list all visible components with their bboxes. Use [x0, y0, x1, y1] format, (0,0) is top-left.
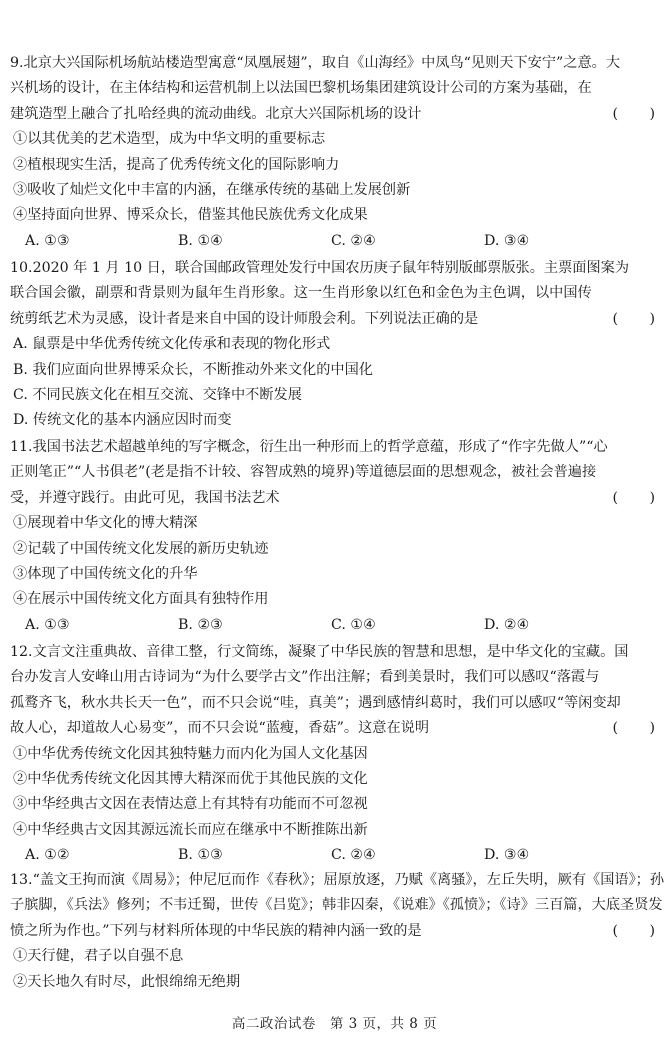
answer-blank: ( ): [612, 489, 656, 506]
answer-blank: ( ): [612, 105, 656, 122]
choice-b: B. ①③: [178, 847, 223, 864]
choice-d: D. 传统文化的基本内涵应因时而变: [13, 412, 232, 429]
choice-d: D. ②④: [484, 616, 530, 633]
choice-c: C. ①④: [331, 616, 376, 633]
statement-option: ②植根现实生活，提高了优秀传统文化的国际影响力: [13, 156, 340, 173]
choice-c: C. ②④: [331, 847, 376, 864]
answer-blank: ( ): [612, 922, 656, 939]
question-10: [10, 256, 658, 434]
question-stem-line: 兴机场的设计，在主体结构和运营机制上以法国巴黎机场集团建筑设计公司的方案为基础，在: [10, 80, 592, 97]
question-stem-line: 台办发言人安峰山用古诗词为“为什么要学古文”作出注解；看到美景时，我们可以感叹“落霞与: [10, 669, 600, 686]
choice-d: D. ③④: [484, 232, 530, 249]
statement-option: ④在展示中国传统文化方面具有独特作用: [13, 591, 269, 608]
statement-option: ①天行健，君子以自强不息: [13, 948, 184, 965]
question-stem-line: 统剪纸艺术为灵感，设计者是来自中国的设计师殷会利。下列说法正确的是 ( ): [10, 307, 658, 332]
statement-option: ③吸收了灿烂文化中丰富的内涵，在继承传统的基础上发展创新: [13, 182, 411, 199]
choice-c: C. ②④: [331, 232, 376, 249]
question-stem-line: 13.“盖文王拘而演《周易》；仲尼厄而作《春秋》；屈原放逐，乃赋《离骚》，左丘失明，厥有《国语》；孙: [10, 872, 665, 888]
answer-blank: ( ): [612, 720, 656, 737]
choice-b: B. 我们应面向世界博采众长，不断推动外来文化的中国化: [13, 361, 373, 378]
statement-option: ②记载了中国传统文化发展的新历史轨迹: [13, 540, 269, 557]
statement-option: ②天长地久有时尽，此恨绵绵无绝期: [13, 973, 241, 990]
statement-option: ③中华经典古文因在表情达意上有其特有功能而不可忽视: [13, 796, 368, 813]
choice-c: C. 不同民族文化在相互交流、交锋中不断发展: [13, 387, 302, 404]
statement-option: ③体现了中国传统文化的升华: [13, 566, 198, 583]
question-12: [10, 640, 658, 869]
question-13: [10, 868, 665, 995]
page-footer: 高二政治试卷 第 3 页，共 8 页: [231, 1016, 438, 1032]
question-stem-line: 10.2020 年 1 月 10 日，联合国邮政管理处发行中国农历庚子鼠年特别版邮票版张。主票面图案为: [10, 260, 630, 276]
statement-option: ①中华优秀传统文化因其独特魅力而内化为国人文化基因: [13, 745, 368, 762]
answer-choices: [10, 229, 658, 254]
question-stem-line: 受，并遵守践行。由此可见，我国书法艺术 ( ): [10, 486, 658, 511]
choice-b: B. ②③: [178, 616, 223, 633]
choice-a: A. ①③: [25, 232, 70, 249]
statement-option: ④中华经典古文因其源远流长而应在继承中不断推陈出新: [13, 821, 368, 838]
choice-a: A. ①③: [25, 616, 70, 633]
question-stem-line: 联合国会徽，副票和背景则为鼠年生肖形象。这一生肖形象以红色和金色为主色调，以中国传: [10, 285, 592, 302]
question-stem-line: 孤鹜齐飞，秋水共长天一色”，而不只会说“哇，真美”；遇到感情纠葛时，我们可以感叹“等闲变却: [10, 694, 621, 711]
question-stem-line: 正则笔正”“人书俱老”(老是指不计较、容智成熟的境界)等道德层面的思想观念，被社会普遍接: [10, 464, 597, 481]
question-stem-line: 建筑造型上融合了扎哈经典的流动曲线。北京大兴国际机场的设计 ( ): [10, 102, 658, 127]
question-stem-line: 12.文言文注重典故、音律工整，行文简练，凝聚了中华民族的智慧和思想，是中华文化的宝藏。国: [10, 644, 629, 660]
statement-option: ②中华优秀传统文化因其博大精深而优于其他民族的文化: [13, 771, 368, 788]
choice-d: D. ③④: [484, 847, 530, 864]
question-stem-line: 11.我国书法艺术超越单纯的写字概念，衍生出一种形而上的哲学意蕴，形成了“作字先做人”“心: [10, 439, 608, 455]
answer-choices: [10, 613, 658, 638]
statement-option: ①展现着中华文化的博大精深: [13, 515, 198, 532]
question-stem-line: 愤之所为作也。”下列与材料所体现的中华民族的精神内涵一致的是 ( ): [10, 919, 658, 944]
statement-option: ①以其优美的艺术造型，成为中华文明的重要标志: [13, 131, 326, 148]
choice-a: A. 鼠票是中华优秀传统文化传承和表现的物化形式: [13, 336, 331, 353]
statement-option: ④坚持面向世界、博采众长，借鉴其他民族优秀文化成果: [13, 207, 368, 224]
question-9: [10, 51, 658, 254]
question-11: [10, 435, 658, 638]
question-stem-line: 故人心，却道故人心易变”，而不只会说“蓝瘦，香菇”。这意在说明 ( ): [10, 716, 658, 741]
answer-blank: ( ): [612, 310, 656, 327]
question-stem-line: 9.北京大兴国际机场航站楼造型寓意“凤凰展翅”，取自《山海经》中凤鸟“见则天下安宁”之意。大: [10, 55, 621, 71]
answer-choices: [10, 843, 658, 868]
choice-a: A. ①②: [25, 847, 70, 864]
question-stem-line: 子膑脚，《兵法》修列；不韦迁蜀，世传《吕览》；韩非囚秦，《说难》《孤愤》；《诗》三百篇，大底圣贤发: [10, 897, 663, 914]
choice-b: B. ①④: [178, 232, 223, 249]
